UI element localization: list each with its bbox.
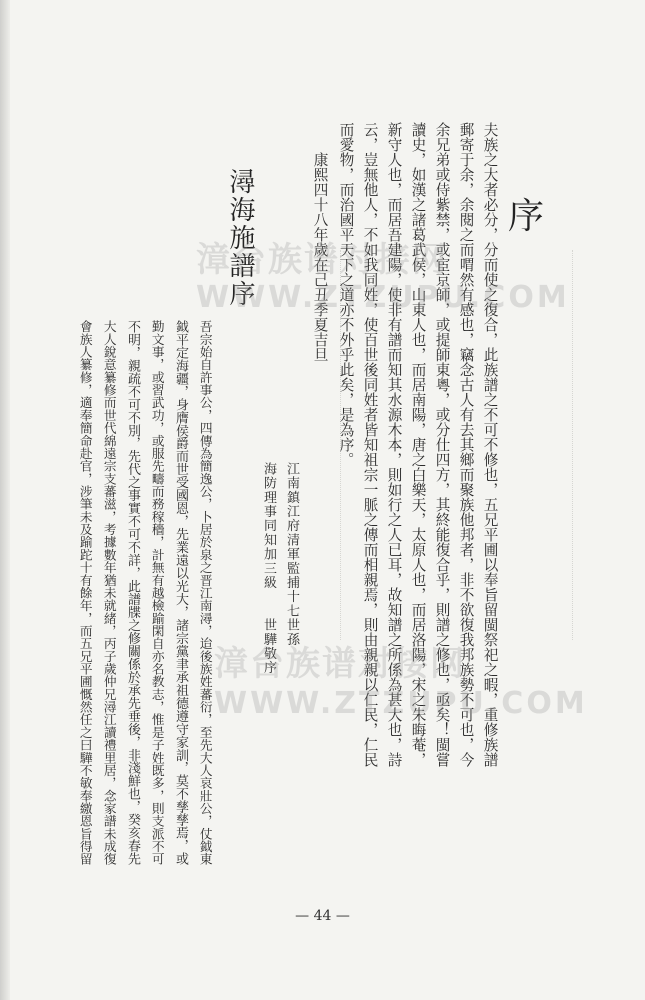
preface-column: 新守人也，而居吾建陽，使非有譜而知其水源木本，則如行之人已耳，故知譜之所係為甚大也，詩 — [385, 122, 403, 767]
preface-column: 不明，親疏不可不別，先代之事實不可不詳，此譜牒之修關係於承先垂後，非淺鮮也，癸亥春先 — [124, 320, 140, 866]
preface-column: 鉞平定海疆，身膺侯爵而世受國恩，先業遠以光大，諸宗黨聿承祖德遵守家訓，莫不孳孳焉，或 — [172, 320, 188, 866]
preface-column: 大人銳意纂修而世代綿遠宗支蕃滋，考據數年猶未就緒，丙子歲仲兄潯江讀禮里居，念家譜未成復 — [101, 320, 117, 866]
signature-line: 江南鎮江府清軍監捕十七世孫 — [284, 462, 299, 647]
preface-column: 余兄弟或侍紫禁，或宦京師，或提師東粵，或分仕四方，其終能復合乎，則譜之修也，亟矣！閩嘗 — [433, 122, 451, 767]
binding-edge — [0, 0, 10, 1000]
preface-column: 勤文事，或習武功，或服先疇而務稼穡，計無有越檢踰閑自亦名教志，惟是子姓既多，則支派不可 — [149, 320, 165, 866]
preface-column: 云，豈無他人，不如我同姓，使百世後同姓者皆知祖宗一脈之傳而相親焉，則由親親以仁民，仁民 — [361, 122, 379, 767]
preface-column: 郵寄于余，余閱之而喟然有感也，竊念古人有去其鄉而聚族他邦者，非不欲復我邦族勢不可也，今 — [457, 122, 475, 767]
page-number: — 44 — — [295, 908, 350, 924]
preface-date: 康熙四十八年歲在己丑季夏吉旦 — [311, 152, 329, 362]
watermark-text: 漳台族谱对接网 — [196, 240, 448, 280]
preface-column: 而愛物，而治國平天下之道亦不外乎此矣，是為序。 — [337, 122, 355, 467]
preface-column: 讀史，如漢之諸葛武侯，山東人也，而居南陽，唐之白樂天，太原人也，而居洛陽，宋之朱晦菴， — [409, 122, 427, 767]
preface-column: 會族人纂修，適奉簡命赴官，涉筆未及踰跎十有餘年，而五兄平圃慨然任之曰驊不敏奉繳恩旨得留 — [77, 320, 93, 866]
preface-column: 吾宗始自許事公，四傳為簡逸公，卜居於泉之晋江南潯，迨後族姓蕃衍，至先大人哀壯公，仗鉞東 — [197, 320, 213, 866]
preface-column: 夫族之大者必分，分而使之復合，此族譜之不可不修也，五兄平圃以奉旨留閩祭祀之暇，重修族譜 — [481, 122, 499, 767]
watermark-text: 漳台族谱对接网 — [214, 644, 466, 684]
watermark-url: WWW.ZTZUPU.COM — [214, 686, 588, 721]
signature-line: 海防理事同知加三級 世驊敬序 — [261, 462, 276, 675]
genealogy-preface-title: 潯海施譜序 — [225, 168, 255, 308]
preface-title: 序 — [508, 196, 545, 237]
bleed-through-line — [572, 250, 574, 640]
watermark-url: WWW.ZTZUPU.COM — [196, 280, 570, 315]
